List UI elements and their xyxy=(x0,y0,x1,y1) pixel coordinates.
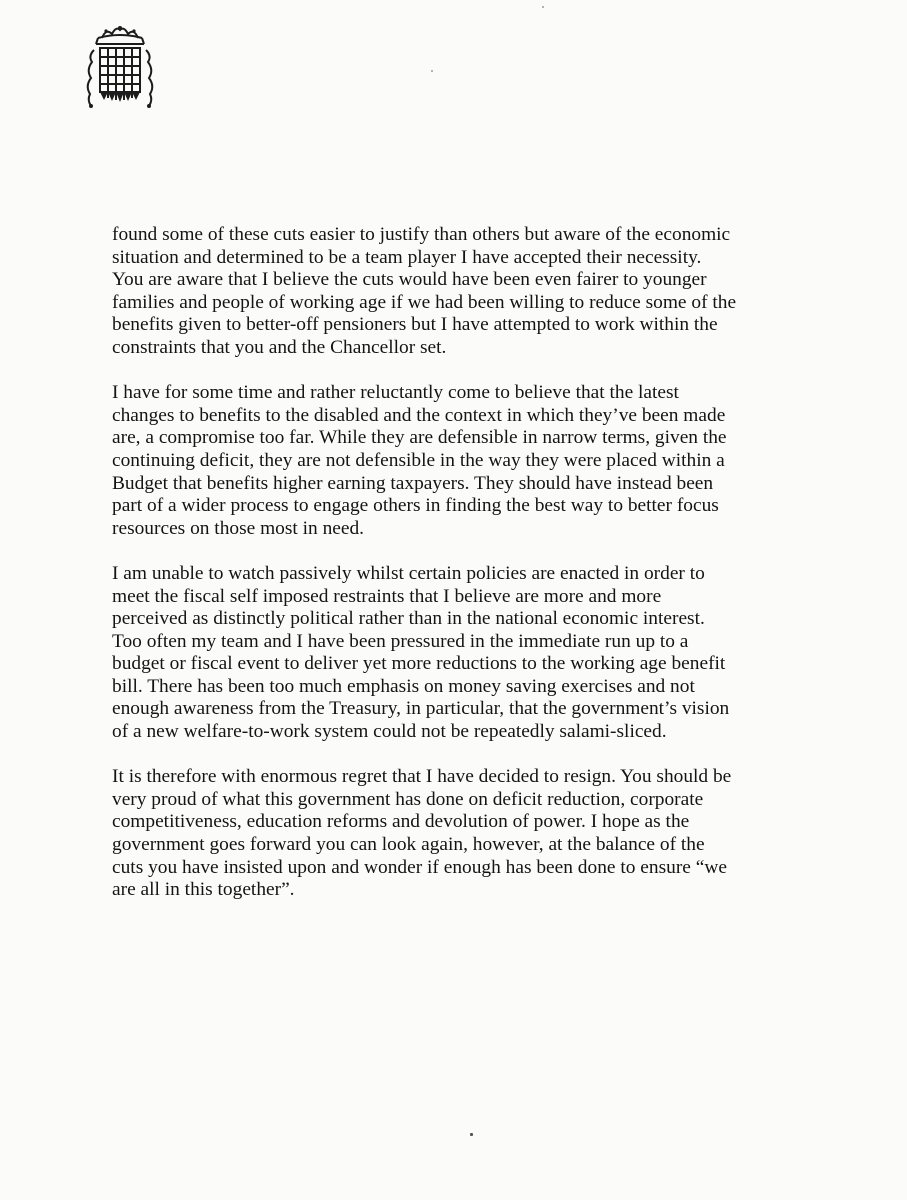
text-line: enough awareness from the Treasury, in particular, that the government’s vision xyxy=(112,698,730,720)
text-line: families and people of working age if we had been willing to reduce some of the xyxy=(112,291,737,313)
paragraph-1 xyxy=(112,224,824,360)
scan-speck xyxy=(470,1133,473,1136)
text-line: very proud of what this government has done on deficit reduction, corporate xyxy=(112,788,704,810)
paragraph-3 xyxy=(112,563,824,744)
text-line: It is therefore with enormous regret that I have decided to resign. You should be xyxy=(112,766,732,788)
paragraph-2 xyxy=(112,382,824,540)
text-line: government goes forward you can look again, however, at the balance of the xyxy=(112,834,705,856)
text-line: perceived as distinctly political rather than in the national economic interest. xyxy=(112,608,705,630)
text-line: meet the fiscal self imposed restraints that I believe are more and more xyxy=(112,585,662,607)
text-line: situation and determined to be a team player I have accepted their necessity. xyxy=(112,246,702,268)
scan-speck xyxy=(431,70,433,72)
text-line: bill. There has been too much emphasis on money saving exercises and not xyxy=(112,675,695,697)
text-line: found some of these cuts easier to justify than others but aware of the economic xyxy=(112,224,731,245)
text-line: are all in this together”. xyxy=(112,879,295,901)
text-line: of a new welfare-to-work system could not be repeatedly salami-sliced. xyxy=(112,721,667,743)
text-line: benefits given to better-off pensioners but I have attempted to work within the xyxy=(112,314,718,336)
text-line: Too often my team and I have been pressured in the immediate run up to a xyxy=(112,630,689,652)
text-line: budget or fiscal event to deliver yet more reductions to the working age benefit xyxy=(112,653,726,675)
text-line: I have for some time and rather reluctantly come to believe that the latest xyxy=(112,382,679,404)
text-line: resources on those most in need. xyxy=(112,517,365,539)
text-line: cuts you have insisted upon and wonder if enough has been done to ensure “we xyxy=(112,856,727,878)
text-line: continuing deficit, they are not defensible in the way they were placed within a xyxy=(112,449,725,471)
text-line: I am unable to watch passively whilst certain policies are enacted in order to xyxy=(112,562,705,584)
text-line: You are aware that I believe the cuts would have been even fairer to younger xyxy=(112,269,707,291)
portcullis-crest-icon xyxy=(82,24,158,112)
letter-body xyxy=(112,224,824,924)
text-line: changes to benefits to the disabled and the context in which they’ve been made xyxy=(112,404,726,426)
text-line: part of a wider process to engage others in finding the best way to better focus xyxy=(112,495,719,517)
scan-speck xyxy=(542,6,544,8)
text-line: Budget that benefits higher earning taxpayers. They should have instead been xyxy=(112,472,714,494)
paragraph-4 xyxy=(112,766,824,902)
text-line: are, a compromise too far. While they are defensible in narrow terms, given the xyxy=(112,427,727,449)
text-line: constraints that you and the Chancellor set. xyxy=(112,336,447,358)
text-line: competitiveness, education reforms and devolution of power. I hope as the xyxy=(112,811,690,833)
